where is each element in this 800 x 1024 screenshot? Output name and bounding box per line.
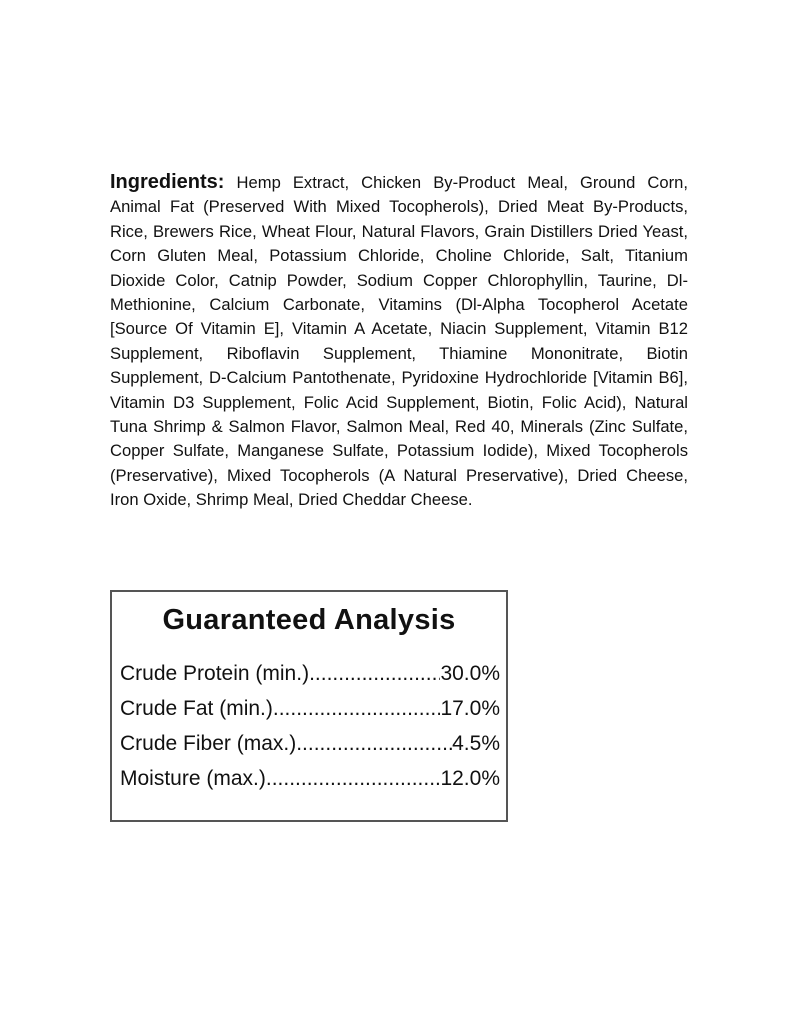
guaranteed-analysis-title: Guaranteed Analysis — [162, 604, 456, 636]
dot-leader — [309, 656, 440, 691]
analysis-row-crude-fiber — [120, 726, 500, 761]
analysis-row-crude-fat — [120, 691, 500, 726]
analysis-list — [120, 656, 500, 796]
dot-leader — [273, 691, 441, 726]
analysis-row-label: Crude Fat (min.) — [120, 697, 273, 720]
analysis-row-value: 4.5% — [452, 732, 500, 755]
ingredients-text: Hemp Extract, Chicken By-Product Meal, Ground Corn, Animal Fat (Preserved With Mixed Tocopherols), Dried Meat By-Products, Rice, Brewers Rice, Wheat Flour, Natural Flavors, Grain Distillers Dried Yeast, Corn Gluten Meal, Potassium Chloride, Choline Chloride, Salt, Titanium Dioxide Color, Catnip Powder, Sodium Copper Chlorophyllin, Taurine, Dl-Methionine, Calcium Carbonate, Vitamins (Dl-Alpha Tocopherol Acetate [Source Of Vitamin E], Vitamin A Acetate, Niacin Supplement, Vitamin B12 Supplement, Riboflavin Supplement, Thiamine Mononitrate, Biotin Supplement, D-Calcium Pantothenate, Pyridoxine Hydrochloride [Vitamin B6], Vitamin D3 Supplement, Folic Acid Supplement, Biotin, Folic Acid), Natural Tuna Shrimp & Salmon Flavor, Salmon Meal, Red 40, Minerals (Zinc Sulfate, Copper Sulfate, Manganese Sulfate, Potassium Iodide), Mixed Tocopherols (Preservative), Mixed Tocopherols (A Natural Preservative), Dried Cheese, Iron Oxide, Shrimp Meal, Dried Cheddar Cheese. — [110, 173, 688, 510]
analysis-row-label: Crude Protein (min.) — [120, 662, 310, 685]
analysis-row-moisture — [120, 761, 500, 796]
analysis-row-value: 17.0% — [440, 697, 500, 720]
dot-leader — [296, 726, 452, 761]
guaranteed-analysis-box — [110, 590, 508, 822]
analysis-row-label: Moisture (max.) — [120, 767, 266, 790]
ingredients-label: Ingredients: — [110, 171, 225, 193]
analysis-row-label: Crude Fiber (max.) — [120, 732, 297, 755]
ingredients-paragraph — [110, 170, 688, 513]
analysis-row-crude-protein — [120, 656, 500, 691]
analysis-row-value: 12.0% — [440, 767, 500, 790]
dot-leader — [266, 761, 441, 796]
analysis-row-value: 30.0% — [440, 662, 500, 685]
